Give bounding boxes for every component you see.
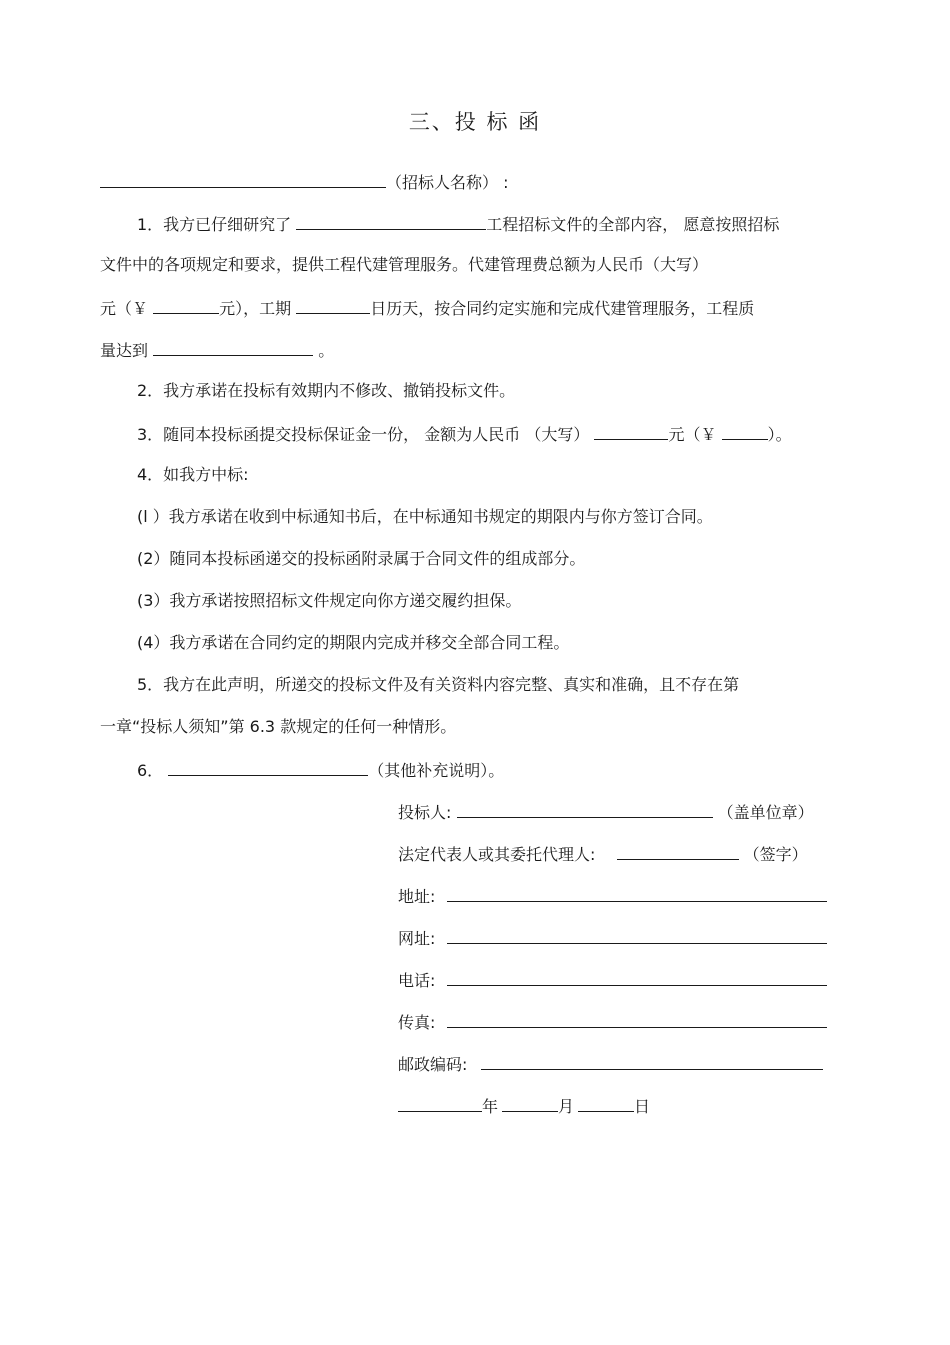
website-label: 网址: (398, 929, 436, 948)
bidder-line (398, 800, 814, 822)
paragraph-4-item: (4）我方承诺在合同约定的期限内完成并移交全部合同工程。 (137, 633, 570, 652)
p3-text-b: 元（￥ (668, 425, 717, 444)
other-notes-blank[interactable] (168, 758, 368, 776)
paragraph-1-line-4 (100, 338, 334, 360)
page-title: 三、投 标 函 (408, 110, 542, 134)
year-label: 年 (482, 1097, 499, 1116)
fax-line (398, 1010, 827, 1032)
phone-label: 电话: (398, 971, 436, 990)
paragraph-4-item: (l ）我方承诺在收到中标通知书后，在中标通知书规定的期限内与你方签订合同。 (137, 507, 713, 526)
p3-text-a: 3．随同本投标函提交投标保证金一份， 金额为人民币 （大写） (137, 425, 590, 444)
phone-line (398, 968, 827, 990)
quality-blank[interactable] (153, 338, 313, 356)
representative-label: 法定代表人或其委托代理人: (398, 845, 596, 864)
addressee-suffix: （招标人名称） : (386, 173, 509, 192)
paragraph-1-line-1 (137, 212, 779, 234)
postcode-line (398, 1052, 823, 1074)
p1-text-a: 1．我方已仔细研究了 (137, 215, 292, 234)
website-blank[interactable] (447, 926, 827, 944)
address-label: 地址: (398, 887, 436, 906)
project-name-blank[interactable] (296, 212, 486, 230)
paragraph-4: 4．如我方中标: (137, 465, 249, 484)
bond-amount-blank[interactable] (722, 422, 768, 440)
representative-line (398, 842, 808, 864)
representative-blank[interactable] (617, 842, 739, 860)
p6-text-a: 6． (137, 761, 164, 780)
signature-note: （签字） (743, 845, 808, 864)
paragraph-2: 2．我方承诺在投标有效期内不修改、撤销投标文件。 (137, 381, 516, 400)
bidder-blank[interactable] (457, 800, 713, 818)
addressee-line (100, 170, 508, 192)
paragraph-6 (137, 758, 504, 780)
p1-text-h: 。 (318, 341, 335, 360)
fee-amount-blank[interactable] (153, 296, 219, 314)
postcode-label: 邮政编码: (398, 1055, 468, 1074)
p1-text-g: 量达到 (100, 341, 149, 360)
p1-text-b: 工程招标文件的全部内容， 愿意按照招标 (486, 215, 780, 234)
paragraph-1-line-3 (100, 296, 754, 318)
phone-blank[interactable] (447, 968, 827, 986)
address-line (398, 884, 827, 906)
paragraph-5-line-1: 5．我方在此声明，所递交的投标文件及有关资料内容完整、真实和准确，且不存在第 (137, 675, 740, 694)
fax-label: 传真: (398, 1013, 436, 1032)
p1-text-e: 元），工期 (219, 299, 292, 318)
p1-text-d: 元（￥ (100, 299, 149, 318)
paragraph-1-line-2 (100, 254, 708, 276)
p3-text-c: ）。 (767, 425, 792, 444)
address-blank[interactable] (447, 884, 827, 902)
p1-text-f: 日历天，按合同约定实施和完成代建管理服务，工程质 (370, 299, 755, 318)
p1-text-c: 文件中的各项规定和要求，提供工程代建管理服务。代建管理费总额为人民币（大写） (100, 255, 709, 274)
paragraph-4-item: (3）我方承诺按照招标文件规定向你方递交履约担保。 (137, 591, 522, 610)
paragraph-5-line-2: 一章“投标人须知”第 6.3 款规定的任何一种情形。 (100, 717, 457, 736)
month-label: 月 (558, 1097, 575, 1116)
fax-blank[interactable] (447, 1010, 827, 1028)
seal-note: （盖单位章） (717, 803, 814, 822)
bond-amount-words-blank[interactable] (594, 422, 668, 440)
duration-blank[interactable] (296, 296, 370, 314)
year-blank[interactable] (398, 1094, 482, 1112)
day-label: 日 (634, 1097, 651, 1116)
day-blank[interactable] (578, 1094, 634, 1112)
website-line (398, 926, 827, 948)
paragraph-3 (137, 422, 792, 444)
postcode-blank[interactable] (481, 1052, 823, 1070)
tenderer-name-blank[interactable] (100, 170, 386, 188)
month-blank[interactable] (502, 1094, 558, 1112)
bidder-label: 投标人: (398, 803, 452, 822)
p6-text-b: （其他补充说明）。 (368, 761, 505, 780)
paragraph-4-item: (2）随同本投标函递交的投标函附录属于合同文件的组成部分。 (137, 549, 586, 568)
date-line (398, 1094, 650, 1116)
